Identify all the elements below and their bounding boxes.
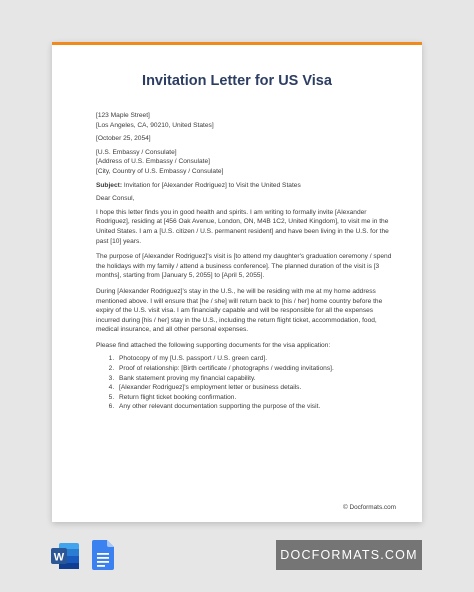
recipient-address-line: [City, Country of U.S. Embassy / Consulate] [96,167,224,175]
list-item: 4. [Alexander Rodriguez]'s employment letter or business details. [116,383,396,393]
recipient-address-line: [U.S. Embassy / Consulate] [96,148,177,156]
letter-date: [October 25, 2054] [96,135,151,143]
brand-banner[interactable]: DOCFORMATS.COM [276,540,422,570]
letter-subject [96,181,396,191]
subject-label: Subject: [96,181,123,189]
subject-text: Invitation for [Alexander Rodriguez] to Visit the United States [122,181,301,189]
letter-title: Invitation Letter for US Visa [142,73,332,89]
recipient-address-line: [Address of U.S. Embassy / Consulate] [96,158,210,166]
body-paragraph: The purpose of [Alexander Rodriguez]'s visit is [to attend my daughter's graduation ceremony / spend the holidays with my family / attend a business conference]. The planned duration of the visit is [3 months], starting from [January 5, 2055] to [April 5, 2055]. [96,253,392,280]
list-item: 5. Return flight ticket booking confirmation. [116,393,396,403]
letter-page [52,42,422,522]
list-item: 2. Proof of relationship: [Birth certificate / photographs / wedding invitations]. [116,364,396,374]
body-paragraph: I hope this letter finds you in good health and spirits. I am writing to formally invite [Alexander Rodriguez], residing at [456 Oak Avenue, London, ON, M4B 1C2, United Kingdom], to visit me in the United States. I am a [U.S. citizen / U.S. permanent resident] and have been living in the U.S. for the past [10] years. [96,208,389,245]
svg-text:W: W [53,551,65,564]
supporting-documents-list [96,354,396,412]
word-icon [50,542,80,570]
body-paragraph: Please find attached the following supporting documents for the visa application: [96,341,331,349]
sender-address-line: [123 Maple Street] [96,112,150,119]
body-paragraph: During [Alexander Rodriguez]'s stay in the U.S., he will be residing with me at my home address mentioned above. I will ensure that [he / she] will return back to [his / her] home country before the expiry of the U.S. visit visa. I am financially capable and will be responsible for all the expenses incurred during [his / her] stay in the U.S., including the return flight ticket, accommodation, food, medical insurance, and all other personal expenses. [96,287,383,334]
list-item: 1. Photocopy of my [U.S. passport / U.S. green card]. [116,354,396,364]
salutation: Dear Consul, [96,195,135,203]
copyright-note: © Docformats.com [342,504,396,511]
sender-address-line: [Los Angeles, CA, 90210, United States] [96,121,214,129]
list-item: 6. Any other relevant documentation supporting the purpose of the visit. [116,402,396,412]
list-item: 3. Bank statement proving my financial capability. [116,374,396,384]
google-docs-icon [92,540,114,570]
